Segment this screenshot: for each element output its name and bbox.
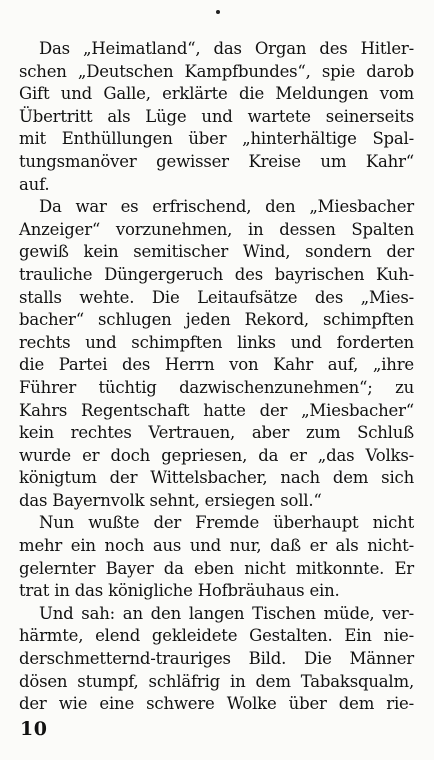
- text-line: schen „Deutschen Kampfbundes“, spie darob: [19, 61, 414, 81]
- text-line: gelernter Bayer da eben nicht mitkonnte. Er: [19, 558, 414, 578]
- text-line: Das „Heimatland“, das Organ des Hitler-: [39, 39, 414, 58]
- page-number: 10: [20, 718, 48, 740]
- text-line: dösen stumpf, schläfrig in dem Tabaksqualm,: [19, 671, 414, 691]
- text-line: Nun wußte der Fremde überhaupt nicht: [39, 513, 414, 533]
- printer-mark: [216, 10, 220, 14]
- text-line: die Partei des Herrn von Kahr auf, „ihre: [19, 355, 414, 375]
- text-line: das Bayernvolk sehnt, ersiegen soll.“: [19, 490, 322, 510]
- text-line: stalls wehte. Die Leitaufsätze des „Mies-: [19, 287, 414, 307]
- text-line: trauliche Düngergeruch des bayrischen Kuh-: [19, 264, 414, 284]
- text-line: königtum der Wittelsbacher, nach dem sich: [19, 468, 414, 488]
- text-line: auf.: [19, 174, 50, 194]
- text-line: gewiß kein semitischer Wind, sondern der: [19, 242, 414, 262]
- text-line: der wie eine schwere Wolke über dem rie-: [19, 694, 414, 714]
- text-line: härmte, elend gekleidete Gestalten. Ein nie-: [19, 626, 414, 646]
- paragraph: [19, 603, 414, 716]
- text-line: tungsmanöver gewisser Kreise um Kahr“: [19, 151, 414, 171]
- text-line: wurde er doch gepriesen, da er „das Volks-: [19, 445, 414, 465]
- text-line: Übertritt als Lüge und wartete seinerseits: [19, 106, 414, 126]
- text-line: rechts und schimpften links und forderten: [19, 332, 414, 352]
- text-line: trat in das königliche Hofbräuhaus ein.: [19, 581, 340, 601]
- body-text: [19, 38, 414, 716]
- text-line: bacher“ schlugen jeden Rekord, schimpften: [19, 310, 414, 330]
- paragraph: [19, 38, 414, 196]
- text-line: Anzeiger“ vorzunehmen, in dessen Spalten: [19, 219, 414, 239]
- text-line: mit Enthüllungen über „hinterhältige Spal-: [19, 129, 414, 149]
- text-line: kein rechtes Vertrauen, aber zum Schluß: [19, 423, 414, 443]
- text-line: mehr ein noch aus und nur, daß er als nicht-: [19, 536, 414, 556]
- text-line: Kahrs Regentschaft hatte der „Miesbacher“: [19, 400, 414, 420]
- text-line: Führer tüchtig dazwischenzunehmen“; zu: [19, 377, 414, 397]
- paragraph: [19, 512, 414, 602]
- text-line: derschmetternd-trauriges Bild. Die Männer: [19, 649, 414, 669]
- text-line: Und sah: an den langen Tischen müde, ver-: [39, 603, 414, 623]
- text-line: Da war es erfrischend, den „Miesbacher: [39, 197, 414, 217]
- text-line: Gift und Galle, erklärte die Meldungen vom: [19, 84, 414, 104]
- paragraph: [19, 196, 414, 512]
